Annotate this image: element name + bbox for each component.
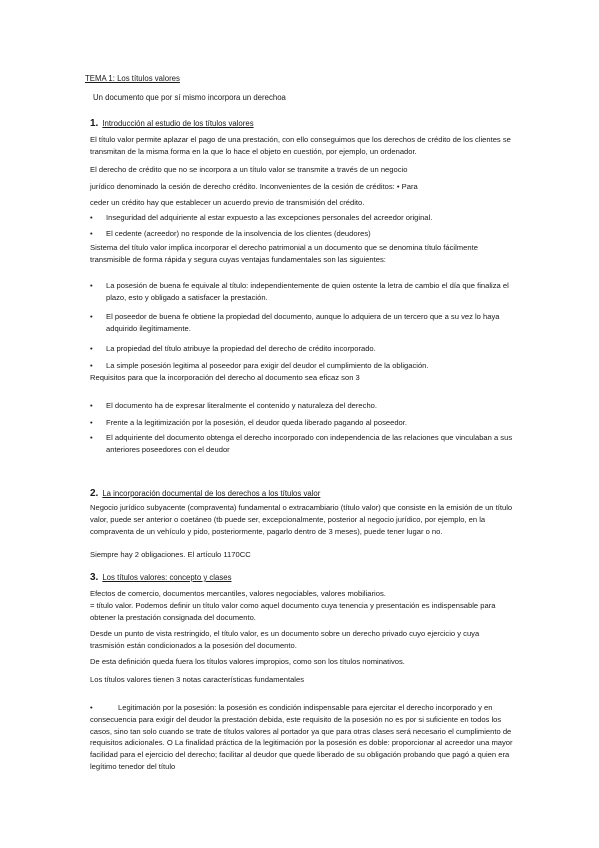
bullet-icon: • <box>90 361 93 370</box>
list-item-text: Legitimación por la posesión: la posesión es condición indispensable para ejercitar el derecho incorporado y en consecuencia para exigir del deudor la prestación debida, este requisito de la posesión no es por si suficiente en todos los casos, sino tan solo cuando se trate de títulos valores al portador ya que para otras clases será necesario el cumplimiento de requisitos adicionales. O La finalidad práctica de la legitimación por la posesión es doble: proporcionar al acreedor una mayor facilidad para el ejercicio del derecho; facilitar al deudor que quede liberado de su obligación probando que pagó a quien era legítimo tenedor del título <box>90 703 513 771</box>
bullet-icon: • <box>90 312 93 321</box>
section2-heading <box>90 486 320 502</box>
section1-paragraph: Requisitos para que la incorporación del derecho al documento sea eficaz son 3 <box>90 373 360 382</box>
list-item <box>90 702 515 773</box>
bullet-icon: • <box>90 344 93 353</box>
intro-text: Un documento que por sí mismo incorpora un derechoa <box>93 93 286 102</box>
list-item <box>90 212 515 224</box>
section1-paragraph: El título valor permite aplazar el pago de una prestación, con ello conseguimos que los derechos de crédito de los clientes se transmitan de la misma forma en la que lo hace el objeto en cuestión, por ejemplo, un ordenador. <box>90 135 511 156</box>
list-item <box>90 228 515 240</box>
list-item-text: El poseedor de buena fe obtiene la propiedad del documento, aunque lo adquiera de un tercero que a su vez lo haya adquirido ilegítimamente. <box>106 312 500 333</box>
bullet-icon: • <box>90 433 93 442</box>
section3-paragraph: Efectos de comercio, documentos mercantiles, valores negociables, valores mobiliarios. <box>90 589 386 598</box>
list-item-text: La simple posesión legitima al poseedor para exigir del deudor el cumplimiento de la obligación. <box>106 361 429 370</box>
list-item <box>90 311 515 335</box>
section3-paragraph: De esta definición queda fuera los títulos valores impropios, como son los títulos nominativos. <box>90 657 405 666</box>
section1-title: Introducción al estudio de los títulos valores <box>102 119 254 128</box>
bullet-icon: • <box>90 213 93 222</box>
section3-paragraph: Los títulos valores tienen 3 notas características fundamentales <box>90 675 305 684</box>
section3-title: Los títulos valores: concepto y clases <box>102 573 232 582</box>
list-item <box>90 360 515 372</box>
section3-paragraph: = título valor. Podemos definir un título valor como aquel documento cuya tenencia y presentación es indispensable para obtener la prestación consignada del documento. <box>90 601 496 622</box>
bullet-icon: • <box>90 229 93 238</box>
bullet-icon: • <box>90 401 93 410</box>
list-item <box>90 432 515 456</box>
list-item-text: Frente a la legitimización por la posesión, el deudor queda liberado pagando al poseedor. <box>106 418 408 427</box>
list-item-text: El adquiriente del documento obtenga el derecho incorporado con independencia de las relaciones que vinculaban a sus anteriores poseedores con el deudor <box>106 433 513 454</box>
section1-paragraph: El derecho de crédito que no se incorpora a un título valor se transmite a través de un negocio <box>90 165 408 174</box>
section3-paragraph: Desde un punto de vista restringido, el título valor, es un documento sobre un derecho privado cuyo ejercicio y cuya trasmisión están condicionados a la posesión del documento. <box>90 629 480 650</box>
list-item-text: El cedente (acreedor) no responde de la insolvencia de los clientes (deudores) <box>106 229 371 238</box>
section1-heading <box>90 116 254 132</box>
list-item <box>90 400 515 412</box>
section2-paragraph: Siempre hay 2 obligaciones. El artículo 1170CC <box>90 550 251 559</box>
list-item <box>90 343 515 355</box>
section3-heading <box>90 570 232 586</box>
list-item <box>90 417 515 429</box>
bullet-icon: • <box>90 703 93 712</box>
section3-number: 3. <box>90 572 99 583</box>
section1-paragraph: jurídico denominado la cesión de derecho crédito. Inconvenientes de la cesión de créditos: • Para <box>90 182 418 191</box>
list-item <box>90 280 515 304</box>
section2-paragraph: Negocio jurídico subyacente (compraventa) fundamental o extracambiario (título valor) que consiste en la emisión de un título valor, puede ser anterior o coetáneo (tb puede ser, excepcionalmente, posterior al negocio jurídico, por ejemplo, en la compraventa de un vehículo y pido, posteriormente, pagarlo dentro de 3 meses), puede tener lugar o no. <box>90 503 513 536</box>
section1-number: 1. <box>90 118 99 129</box>
list-item-text: La propiedad del título atribuye la propiedad del derecho de crédito incorporado. <box>106 344 376 353</box>
section1-paragraph: Sistema del título valor implica incorporar el derecho patrimonial a un documento que se denomina título fácilmente transmisible de forma rápida y segura cuyas ventajas fundamentales son las siguientes: <box>90 243 478 264</box>
section1-paragraph: ceder un crédito hay que establecer un acuerdo previo de transmisión del crédito. <box>90 198 365 207</box>
bullet-icon: • <box>90 418 93 427</box>
section2-number: 2. <box>90 488 99 499</box>
list-item-text: La posesión de buena fe equivale al título: independientemente de quien ostente la letra de cambio el día que finaliza el plazo, esto y obligado a satisfacer la prestación. <box>106 281 509 302</box>
list-item-text: Inseguridad del adquiriente al estar expuesto a las excepciones personales del acreedor original. <box>106 213 433 222</box>
section2-title: La incorporación documental de los derechos a los títulos valor <box>102 489 321 498</box>
bullet-icon: • <box>90 281 93 290</box>
list-item-text: El documento ha de expresar literalmente el contenido y naturaleza del derecho. <box>106 401 378 410</box>
page-title: TEMA 1: Los títulos valores <box>85 74 180 83</box>
